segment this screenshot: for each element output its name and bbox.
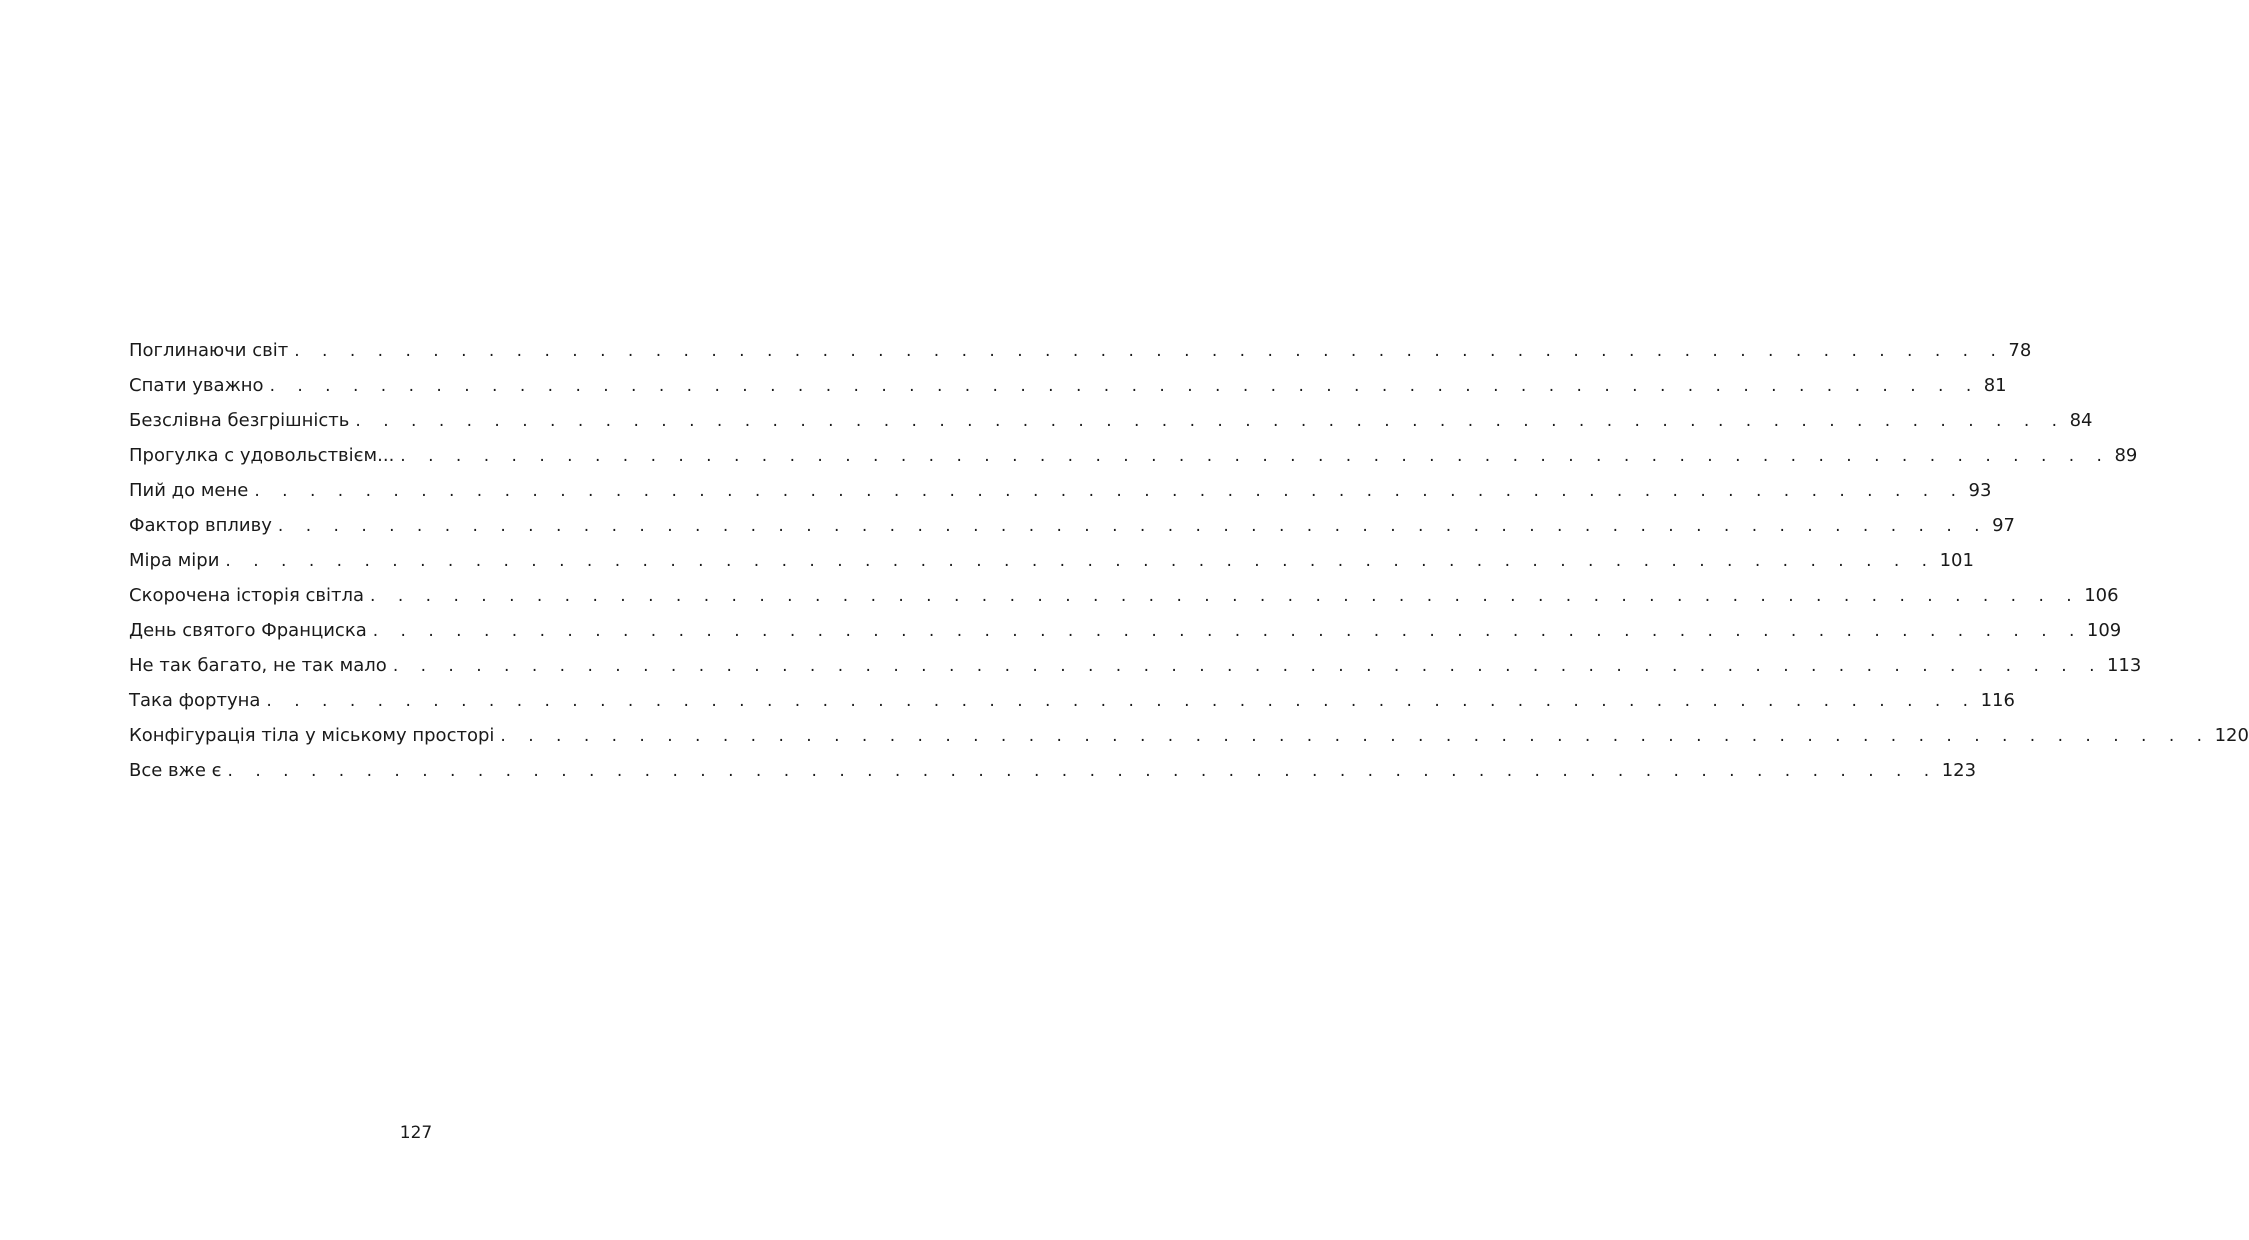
toc-entry-title: Спати уважно: [129, 375, 264, 396]
toc-entry[interactable]: [129, 578, 2119, 613]
toc-entry-page: 78: [2008, 340, 2032, 361]
toc-entry[interactable]: [129, 683, 2015, 718]
toc-entry-page: 81: [1983, 375, 2007, 396]
toc-entry-page: 120: [2214, 725, 2249, 746]
toc-entry[interactable]: [129, 403, 2093, 438]
toc-entry-title: Фактор впливу: [129, 515, 272, 536]
toc-entry-page: 116: [1980, 690, 2015, 711]
toc-entry-page: 101: [1939, 550, 1974, 571]
toc-entry-page: 109: [2086, 620, 2122, 641]
toc-entry[interactable]: [129, 753, 1977, 788]
toc-entry-title: День святого Франциска: [129, 620, 367, 641]
toc-entry-title: Міра міри: [129, 550, 220, 571]
toc-entry-page: 89: [2114, 445, 2138, 466]
toc-dot-leader: . . . . . . . . . . . . . . . . . . . . . . . . . . . . . . . . . . . . . . . . . . . . . . . . . . . . . . . . . . . . . .: [500, 726, 2211, 746]
toc-dot-leader: . . . . . . . . . . . . . . . . . . . . . . . . . . . . . . . . . . . . . . . . . . . . . . . . . . . . . . . . . . . . . .: [269, 376, 1980, 396]
toc-entry[interactable]: [129, 473, 1992, 508]
toc-entry[interactable]: [129, 543, 1974, 578]
toc-dot-leader: . . . . . . . . . . . . . . . . . . . . . . . . . . . . . . . . . . . . . . . . . . . . . . . . . . . . . . . . . . . . . .: [370, 586, 2081, 606]
toc-entry[interactable]: [129, 508, 2015, 543]
toc-entry-page: 113: [2106, 655, 2142, 676]
toc-entry-title: Все вже є: [129, 760, 222, 781]
toc-dot-leader: . . . . . . . . . . . . . . . . . . . . . . . . . . . . . . . . . . . . . . . . . . . . . . . . . . . . . . . . . . . . . .: [266, 691, 1977, 711]
toc-entry[interactable]: [129, 438, 2138, 473]
toc-dot-leader: . . . . . . . . . . . . . . . . . . . . . . . . . . . . . . . . . . . . . . . . . . . . . . . . . . . . . . . . . . . . . .: [294, 341, 2005, 361]
toc-entry-page: 97: [1992, 515, 2015, 536]
toc-entry[interactable]: [129, 333, 2032, 368]
toc-dot-leader: . . . . . . . . . . . . . . . . . . . . . . . . . . . . . . . . . . . . . . . . . . . . . . . . . . . . . . . . . . . . . .: [392, 656, 2103, 676]
toc-entry-page: 123: [1941, 760, 1977, 781]
page-number: 127: [399, 1123, 433, 1143]
toc-dot-leader: . . . . . . . . . . . . . . . . . . . . . . . . . . . . . . . . . . . . . . . . . . . . . . . . . . . . . . . . . . . . . .: [225, 551, 1936, 571]
toc-entry-title: Пий до мене: [129, 480, 249, 501]
toc-entry-page: 93: [1968, 480, 1992, 501]
toc-dot-leader: . . . . . . . . . . . . . . . . . . . . . . . . . . . . . . . . . . . . . . . . . . . . . . . . . . . . . . . . . . . . . .: [227, 761, 1938, 781]
toc-entry-title: Конфігурація тіла у міському просторі: [129, 725, 495, 746]
toc-entry-title: Безслівна безгрішність: [129, 410, 350, 431]
toc-entry[interactable]: [129, 368, 2007, 403]
toc-dot-leader: . . . . . . . . . . . . . . . . . . . . . . . . . . . . . . . . . . . . . . . . . . . . . . . . . . . . . . . . . . . . . .: [372, 621, 2083, 641]
toc-entry[interactable]: [129, 718, 2249, 753]
toc-dot-leader: . . . . . . . . . . . . . . . . . . . . . . . . . . . . . . . . . . . . . . . . . . . . . . . . . . . . . . . . . . . . . .: [277, 516, 1989, 536]
toc-entry[interactable]: [129, 648, 2142, 683]
toc-entry[interactable]: [129, 613, 2122, 648]
table-of-contents: [129, 333, 2249, 788]
toc-entry-title: Скорочена історія світла: [129, 585, 365, 606]
toc-entry-title: Не так багато, не так мало: [129, 655, 387, 676]
toc-dot-leader: . . . . . . . . . . . . . . . . . . . . . . . . . . . . . . . . . . . . . . . . . . . . . . . . . . . . . . . . . . . . . .: [355, 411, 2066, 431]
toc-dot-leader: . . . . . . . . . . . . . . . . . . . . . . . . . . . . . . . . . . . . . . . . . . . . . . . . . . . . . . . . . . . . . .: [400, 446, 2111, 466]
toc-dot-leader: . . . . . . . . . . . . . . . . . . . . . . . . . . . . . . . . . . . . . . . . . . . . . . . . . . . . . . . . . . . . . .: [254, 481, 1965, 501]
toc-entry-title: Така фортуна: [129, 690, 261, 711]
toc-entry-page: 84: [2069, 410, 2093, 431]
toc-entry-title: Поглинаючи світ: [129, 340, 289, 361]
toc-entry-page: 106: [2084, 585, 2119, 606]
toc-entry-title: Прогулка с удовольствієм...: [129, 445, 395, 466]
